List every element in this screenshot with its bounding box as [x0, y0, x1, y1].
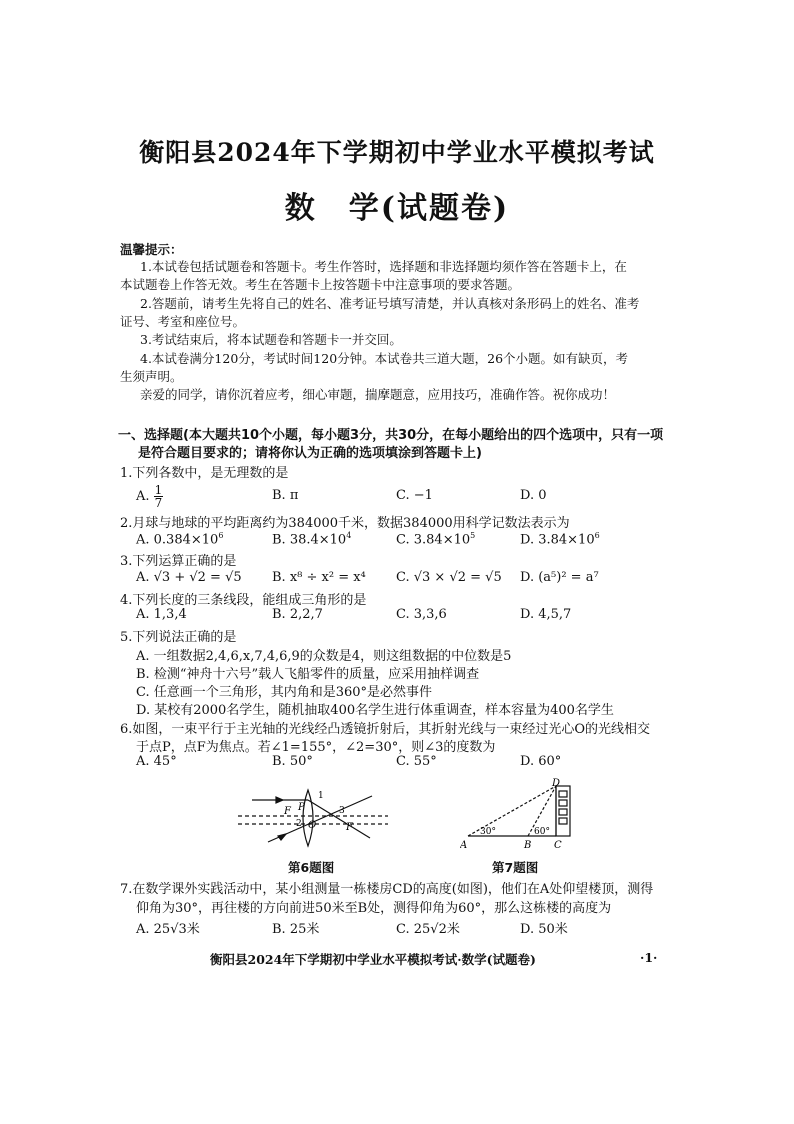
page-footer: 衡阳县2024年下学期初中学业水平模拟考试·数学(试题卷): [210, 952, 536, 967]
page-number: ·1·: [640, 950, 658, 965]
tip-line: 生须声明。: [120, 369, 183, 384]
label-o: O: [308, 820, 317, 831]
q6-option-d: D. 60°: [520, 754, 562, 769]
building-outline: [556, 786, 570, 836]
q7-option-a: A. 25√3米: [136, 922, 200, 937]
figure-6-caption: 第6题图: [288, 860, 335, 875]
question-7-stem-cont: 仰角为30°，再往楼的方向前进50米至B处，测得仰角为60°，那么这栋楼的高度为: [136, 901, 612, 916]
question-4-stem: 4.下列长度的三条线段，能组成三角形的是: [120, 593, 367, 608]
label-angle-60: 60°: [534, 827, 550, 837]
section-heading-cont: 是符合题目要求的；请将你认为正确的选项填涂到答题卡上): [138, 446, 482, 461]
window: [559, 791, 567, 797]
q7-option-d: D. 50米: [520, 922, 568, 937]
label-f-right: F: [346, 822, 353, 833]
label-angle-3: 3: [339, 806, 345, 816]
figure-7-building-diagram: [460, 778, 582, 850]
q2-option-d-exponent: 6: [594, 531, 600, 540]
q7-option-c: C. 25√2米: [396, 922, 460, 937]
q3-option-a: A. √3 + √2 = √5: [136, 570, 242, 585]
q3-option-c: C. √3 × √2 = √5: [396, 570, 502, 585]
ray-arrow-icon: [278, 834, 286, 840]
window: [559, 818, 567, 824]
tip-line: 4.本试卷满分120分，考试时间120分钟。本试卷共三道大题，26个小题。如有缺页，考: [140, 351, 629, 366]
figure-7-caption: 第7题图: [492, 860, 539, 875]
question-3-stem: 3.下列运算正确的是: [120, 554, 237, 569]
question-6-stem-cont: 于点P，点F为焦点。若∠1=155°，∠2=30°，则∠3的度数为: [136, 740, 496, 755]
q1-option-c: C. −1: [396, 488, 433, 503]
q1-option-d: D. 0: [520, 488, 547, 503]
window: [559, 809, 567, 815]
q2-option-b-exponent: 4: [346, 531, 352, 540]
q2-option-a: [136, 531, 223, 547]
tip-line: 亲爱的同学，请你沉着应考，细心审题，揣摩题意，应用技巧，准确作答。祝你成功！: [140, 387, 616, 402]
q5-option-b: B. 检测“神舟十六号”载人飞船零件的质量，应采用抽样调查: [136, 667, 480, 682]
q1-option-b: B. π: [272, 488, 299, 503]
fraction: [154, 484, 164, 509]
question-6-stem: 6.如图，一束平行于主光轴的光线经凸透镜折射后，其折射光线与一束经过光心O的光线相交: [120, 722, 651, 737]
section-heading: 一、选择题(本大题共10个小题，每小题3分，共30分，在每小题给出的四个选项中，只有一项: [118, 428, 664, 443]
q5-option-d: D. 某校有2000名学生，随机抽取400名学生进行体重调查，样本容量为400名学生: [136, 703, 614, 718]
q2-option-c: [396, 531, 475, 547]
q5-option-c: C. 任意画一个三角形，其内角和是360°是必然事件: [136, 685, 433, 700]
q2-option-b: [272, 531, 351, 547]
q2-option-c-base: C. 3.84×10: [396, 532, 471, 548]
q6-option-b: B. 50°: [272, 754, 313, 769]
label-angle-30: 30°: [480, 827, 496, 837]
fraction-denominator: 7: [154, 496, 163, 510]
q2-option-b-base: B. 38.4×10: [272, 532, 347, 548]
q1-option-a-label: A.: [136, 489, 150, 504]
question-5-stem: 5.下列说法正确的是: [120, 630, 237, 645]
q2-option-d-base: D. 3.84×10: [520, 532, 595, 548]
label-a: A: [460, 840, 468, 850]
q3-option-b: B. x⁸ ÷ x² = x⁴: [272, 570, 366, 585]
q4-option-b: B. 2,2,7: [272, 607, 323, 622]
window: [559, 800, 567, 806]
label-p: P: [298, 802, 305, 813]
question-2-stem: 2.月球与地球的平均距离约为384000千米，数据384000用科学记数法表示为: [120, 516, 570, 531]
tip-line: 1.本试卷包括试题卷和答题卡。考生作答时，选择题和非选择题均须作答在答题卡上，在: [140, 259, 627, 274]
q2-option-a-exponent: 6: [218, 531, 224, 540]
figure-6-lens-diagram: [238, 786, 388, 848]
q4-option-a: A. 1,3,4: [136, 607, 187, 622]
tip-line: 2.答题前，请考生先将自己的姓名、准考证号填写清楚，并认真核对条形码上的姓名、准考: [140, 296, 640, 311]
q6-option-a: A. 45°: [136, 754, 177, 769]
tip-line: 证号、考室和座位号。: [120, 314, 246, 329]
q2-option-a-base: A. 0.384×10: [136, 532, 219, 548]
exam-subtitle: 数 学(试题卷): [284, 191, 510, 226]
ray-arrow-icon: [276, 797, 283, 803]
q2-option-d: [520, 531, 600, 547]
label-angle-1: 1: [318, 791, 324, 801]
question-1-stem: 1.下列各数中，是无理数的是: [120, 466, 289, 481]
label-angle-2: 2: [296, 819, 302, 829]
tip-line: 本试题卷上作答无效。考生在答题卡上按答题卡中注意事项的要求答题。: [120, 277, 521, 292]
question-7-stem: 7.在数学课外实践活动中，某小组测量一栋楼房CD的高度(如图)，他们在A处仰望楼顶，测得: [120, 882, 654, 897]
fraction-numerator: 1: [154, 483, 163, 497]
label-d: D: [552, 778, 561, 789]
tips-heading: 温馨提示：: [120, 242, 183, 257]
q3-option-d: D. (a⁵)² = a⁷: [520, 570, 599, 585]
q2-option-c-exponent: 5: [470, 531, 476, 540]
label-b: B: [524, 840, 532, 850]
q4-option-d: D. 4,5,7: [520, 607, 572, 622]
label-f-left: F: [284, 806, 291, 817]
tip-line: 3.考试结束后，将本试题卷和答题卡一并交回。: [140, 332, 402, 347]
label-c: C: [554, 840, 562, 850]
exam-title: 衡阳县2024年下学期初中学业水平模拟考试: [139, 138, 655, 167]
convex-lens-shape: [303, 790, 313, 846]
q1-option-a: [136, 484, 163, 509]
q5-option-a: A. 一组数据2,4,6,x,7,4,6,9的众数是4，则这组数据的中位数是5: [136, 649, 512, 664]
q7-option-b: B. 25米: [272, 922, 320, 937]
q4-option-c: C. 3,3,6: [396, 607, 447, 622]
q6-option-c: C. 55°: [396, 754, 437, 769]
